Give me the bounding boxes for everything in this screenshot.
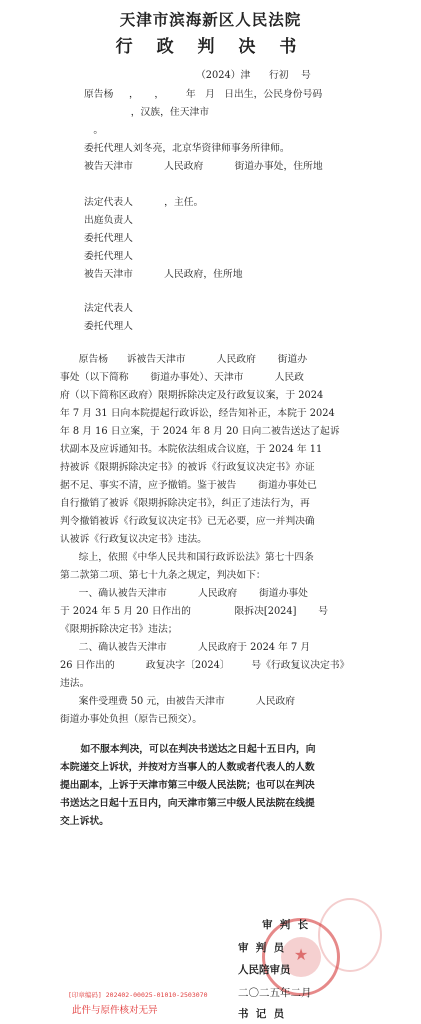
- body-line: 原告杨 诉被告天津市 人民政府 街道办: [60, 354, 308, 365]
- body-line: 年 8 月 16 日立案，于 2024 年 8 月 20 日向二被告送达了起诉: [60, 426, 340, 437]
- body-line: 街道办事处负担（原告已预交）。: [60, 714, 203, 725]
- case-number: （2024）津 行初 号: [196, 70, 311, 81]
- star-icon: ★: [293, 945, 309, 964]
- body-line: 于 2024 年 5 月 20 日作出的 限拆决[2024] 号: [60, 606, 329, 617]
- appeal-line: 提出副本，上诉于天津市第三中级人民法院；也可以在判决: [60, 780, 315, 791]
- stamp-serial: [印章编码] 202402-00025-01010-2503070: [68, 991, 208, 999]
- party-line: 委托代理人: [84, 233, 133, 244]
- party-line: 原告杨 ， ， 年 月 日出生，公民身份号码: [84, 89, 323, 100]
- body-line: 一、确认被告天津市 人民政府 街道办事处: [60, 588, 308, 599]
- body-line: 持被诉《限期拆除决定书》的被诉《行政复议决定书》亦证: [60, 462, 315, 473]
- signature-date: 二〇二五年二月: [238, 987, 312, 999]
- party-line: 。: [84, 125, 104, 136]
- body-line: 第二款第二项、第七十九条之规定，判决如下：: [60, 570, 266, 581]
- party-line: 法定代表人 ，主任。: [84, 197, 204, 208]
- party-line: 委托代理人刘冬亮，北京华资律师事务所律师。: [84, 143, 290, 154]
- party-line: ，汉族，住天津市: [84, 107, 210, 118]
- appeal-line: 交上诉状。: [60, 816, 109, 827]
- body-line: 26 日作出的 政复决字〔2024〕 号《行政复议决定书》: [60, 660, 350, 671]
- body-line: 认被诉《行政复议决定书》违法。: [60, 534, 207, 545]
- body-line: 自行撤销了被诉《限期拆除决定书》，纠正了违法行为，再: [60, 498, 310, 509]
- stamp-verification-note: 此件与原件核对无异: [72, 1005, 158, 1016]
- party-line: 委托代理人: [84, 321, 133, 332]
- appeal-line: 书送达之日起十五日内，向天津市第三中级人民法院在线提: [60, 798, 315, 809]
- body-line: 《限期拆除决定书》违法；: [60, 624, 178, 635]
- body-line: 府（以下简称区政府）限期拆除决定及行政复议案，于 2024: [60, 390, 324, 401]
- signature-judge: 审 判 长: [262, 919, 309, 931]
- body-line: 综上，依照《中华人民共和国行政诉讼法》第七十四条: [60, 552, 314, 563]
- body-line: 事处（以下简称 街道办事处）、天津市 人民政: [60, 372, 304, 383]
- body-line: 二、确认被告天津市 人民政府于 2024 年 7 月: [60, 642, 311, 653]
- body-line: 状副本及应诉通知书。本院依法组成合议庭，于 2024 年 11: [60, 444, 323, 455]
- court-name: 天津市滨海新区人民法院: [119, 10, 302, 29]
- party-line: 法定代表人: [84, 303, 133, 314]
- body-line: 案件受理费 50 元，由被告天津市 人民政府: [60, 696, 296, 707]
- appeal-line: 如不服本判决，可以在判决书送达之日起十五日内，向: [60, 744, 316, 755]
- body-line: 年 7 月 31 日向本院提起行政诉讼，经告知补正，本院于 2024: [60, 408, 335, 419]
- appeal-line: 本院递交上诉状，并按对方当事人的人数或者代表人的人数: [60, 762, 315, 773]
- body-line: 违法。: [60, 678, 90, 689]
- body-line: 判令撤销被诉《行政复议决定书》已无必要，应一并判决确: [60, 516, 315, 527]
- body-line: 据不足、事实不清，应予撤销。鉴于被告 街道办事处已: [60, 480, 317, 491]
- signature-clerk: 书 记 员: [238, 1008, 285, 1020]
- party-line: 出庭负责人: [84, 215, 133, 226]
- signature-judge2: 审 判 员: [238, 942, 285, 954]
- party-line: 被告天津市 人民政府，住所地: [84, 269, 243, 280]
- signature-juror: 人民陪审员: [238, 964, 291, 976]
- party-line: 委托代理人: [84, 251, 133, 262]
- document-title: 行 政 判 决 书: [115, 37, 306, 57]
- party-line: 被告天津市 人民政府 街道办事处，住所地: [84, 161, 323, 172]
